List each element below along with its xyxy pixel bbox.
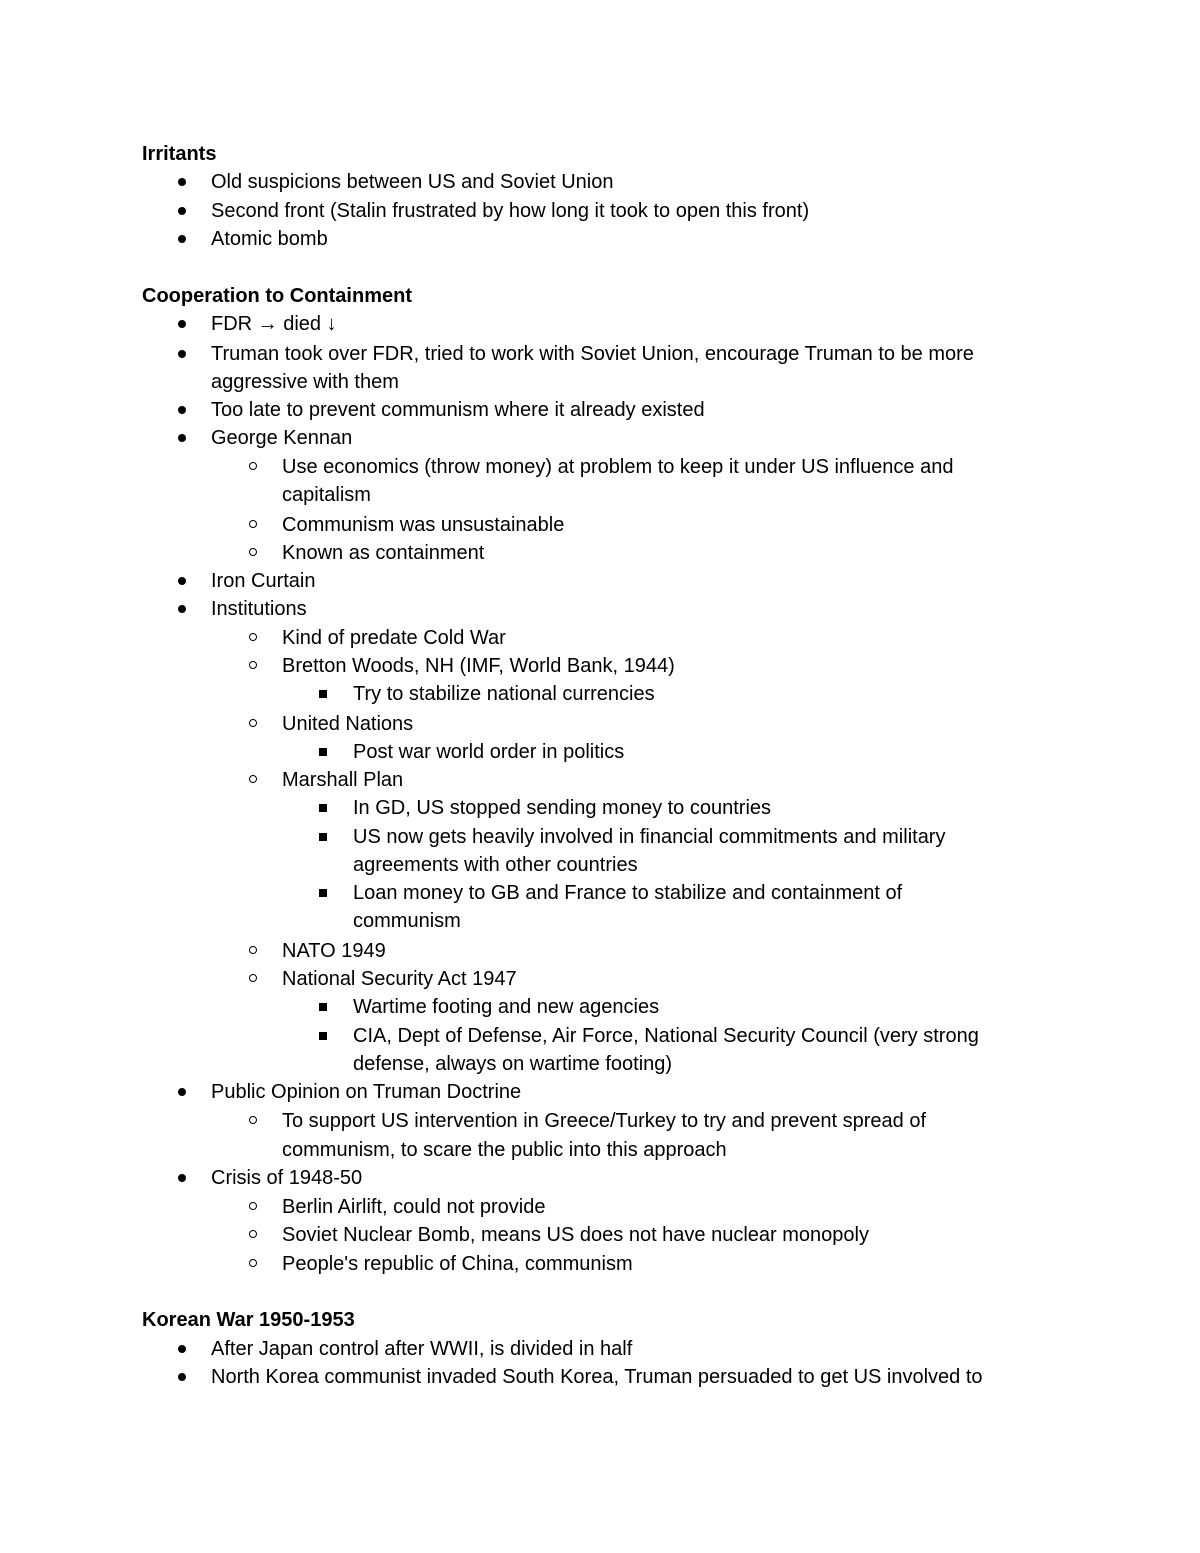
list-item: National Security Act 1947 (282, 968, 517, 990)
section-heading: Korean War 1950-1953 (142, 1309, 355, 1331)
section-heading: Irritants (142, 143, 217, 165)
list-item: George Kennan (211, 427, 353, 449)
list-item: Institutions (211, 598, 307, 620)
bullet-circle-icon (249, 974, 257, 982)
bullet-circle-icon (249, 719, 257, 727)
bullet-circle-icon (249, 946, 257, 954)
bullet-square-icon (319, 748, 327, 756)
list-item-continuation: communism, to scare the public into this approach (282, 1139, 727, 1161)
list-item: Marshall Plan (282, 769, 404, 791)
bullet-circle-icon (249, 633, 257, 641)
bullet-square-icon (319, 889, 327, 897)
bullet-disc-icon (178, 320, 186, 328)
bullet-square-icon (319, 690, 327, 698)
bullet-circle-icon (249, 1202, 257, 1210)
bullet-disc-icon (178, 1088, 186, 1096)
list-item: CIA, Dept of Defense, Air Force, National Security Council (very strong (353, 1025, 979, 1047)
list-item: In GD, US stopped sending money to countries (353, 797, 772, 819)
list-item-continuation: agreements with other countries (353, 854, 638, 876)
list-item: Iron Curtain (211, 570, 316, 592)
bullet-disc-icon (178, 235, 186, 243)
list-item: Known as containment (282, 542, 485, 564)
list-item: Second front (Stalin frustrated by how long it took to open this front) (211, 200, 810, 222)
list-item: Soviet Nuclear Bomb, means US does not have nuclear monopoly (282, 1224, 869, 1246)
list-item: US now gets heavily involved in financial commitments and military (353, 826, 946, 848)
list-item: Crisis of 1948-50 (211, 1167, 363, 1189)
bullet-square-icon (319, 1003, 327, 1011)
list-item: Public Opinion on Truman Doctrine (211, 1081, 522, 1103)
bullet-disc-icon (178, 207, 186, 215)
bullet-circle-icon (249, 548, 257, 556)
list-item: Bretton Woods, NH (IMF, World Bank, 1944) (282, 655, 675, 677)
list-item: Try to stabilize national currencies (353, 683, 655, 705)
bullet-circle-icon (249, 462, 257, 470)
bullet-circle-icon (249, 661, 257, 669)
bullet-square-icon (319, 804, 327, 812)
list-item: Kind of predate Cold War (282, 627, 506, 649)
bullet-circle-icon (249, 1116, 257, 1124)
bullet-square-icon (319, 1032, 327, 1040)
bullet-circle-icon (249, 775, 257, 783)
list-item-continuation: capitalism (282, 484, 371, 506)
bullet-disc-icon (178, 406, 186, 414)
bullet-disc-icon (178, 434, 186, 442)
bullet-disc-icon (178, 178, 186, 186)
bullet-disc-icon (178, 350, 186, 358)
list-item: North Korea communist invaded South Korea, Truman persuaded to get US involved to (211, 1366, 983, 1388)
list-item: Use economics (throw money) at problem to keep it under US influence and (282, 456, 954, 478)
bullet-disc-icon (178, 1174, 186, 1182)
list-item: United Nations (282, 713, 414, 735)
list-item: To support US intervention in Greece/Turkey to try and prevent spread of (282, 1110, 927, 1132)
bullet-disc-icon (178, 1345, 186, 1353)
list-item: Post war world order in politics (353, 741, 625, 763)
list-item: FDR → died ↓ (211, 313, 337, 335)
list-item: Truman took over FDR, tried to work with Soviet Union, encourage Truman to be more (211, 343, 974, 365)
bullet-circle-icon (249, 1259, 257, 1267)
bullet-disc-icon (178, 577, 186, 585)
list-item: Berlin Airlift, could not provide (282, 1196, 546, 1218)
list-item: People's republic of China, communism (282, 1253, 633, 1275)
list-item-continuation: communism (353, 910, 461, 932)
bullet-disc-icon (178, 605, 186, 613)
bullet-circle-icon (249, 1230, 257, 1238)
bullet-circle-icon (249, 520, 257, 528)
list-item: Wartime footing and new agencies (353, 996, 660, 1018)
list-item: Too late to prevent communism where it already existed (211, 399, 705, 421)
list-item: NATO 1949 (282, 940, 386, 962)
list-item: Old suspicions between US and Soviet Union (211, 171, 614, 193)
list-item-continuation: aggressive with them (211, 371, 399, 393)
list-item-continuation: defense, always on wartime footing) (353, 1053, 673, 1075)
section-heading: Cooperation to Containment (142, 285, 412, 307)
list-item: Atomic bomb (211, 228, 328, 250)
list-item: Communism was unsustainable (282, 514, 565, 536)
bullet-disc-icon (178, 1373, 186, 1381)
bullet-square-icon (319, 833, 327, 841)
list-item: Loan money to GB and France to stabilize and containment of (353, 882, 903, 904)
list-item: After Japan control after WWII, is divided in half (211, 1338, 633, 1360)
